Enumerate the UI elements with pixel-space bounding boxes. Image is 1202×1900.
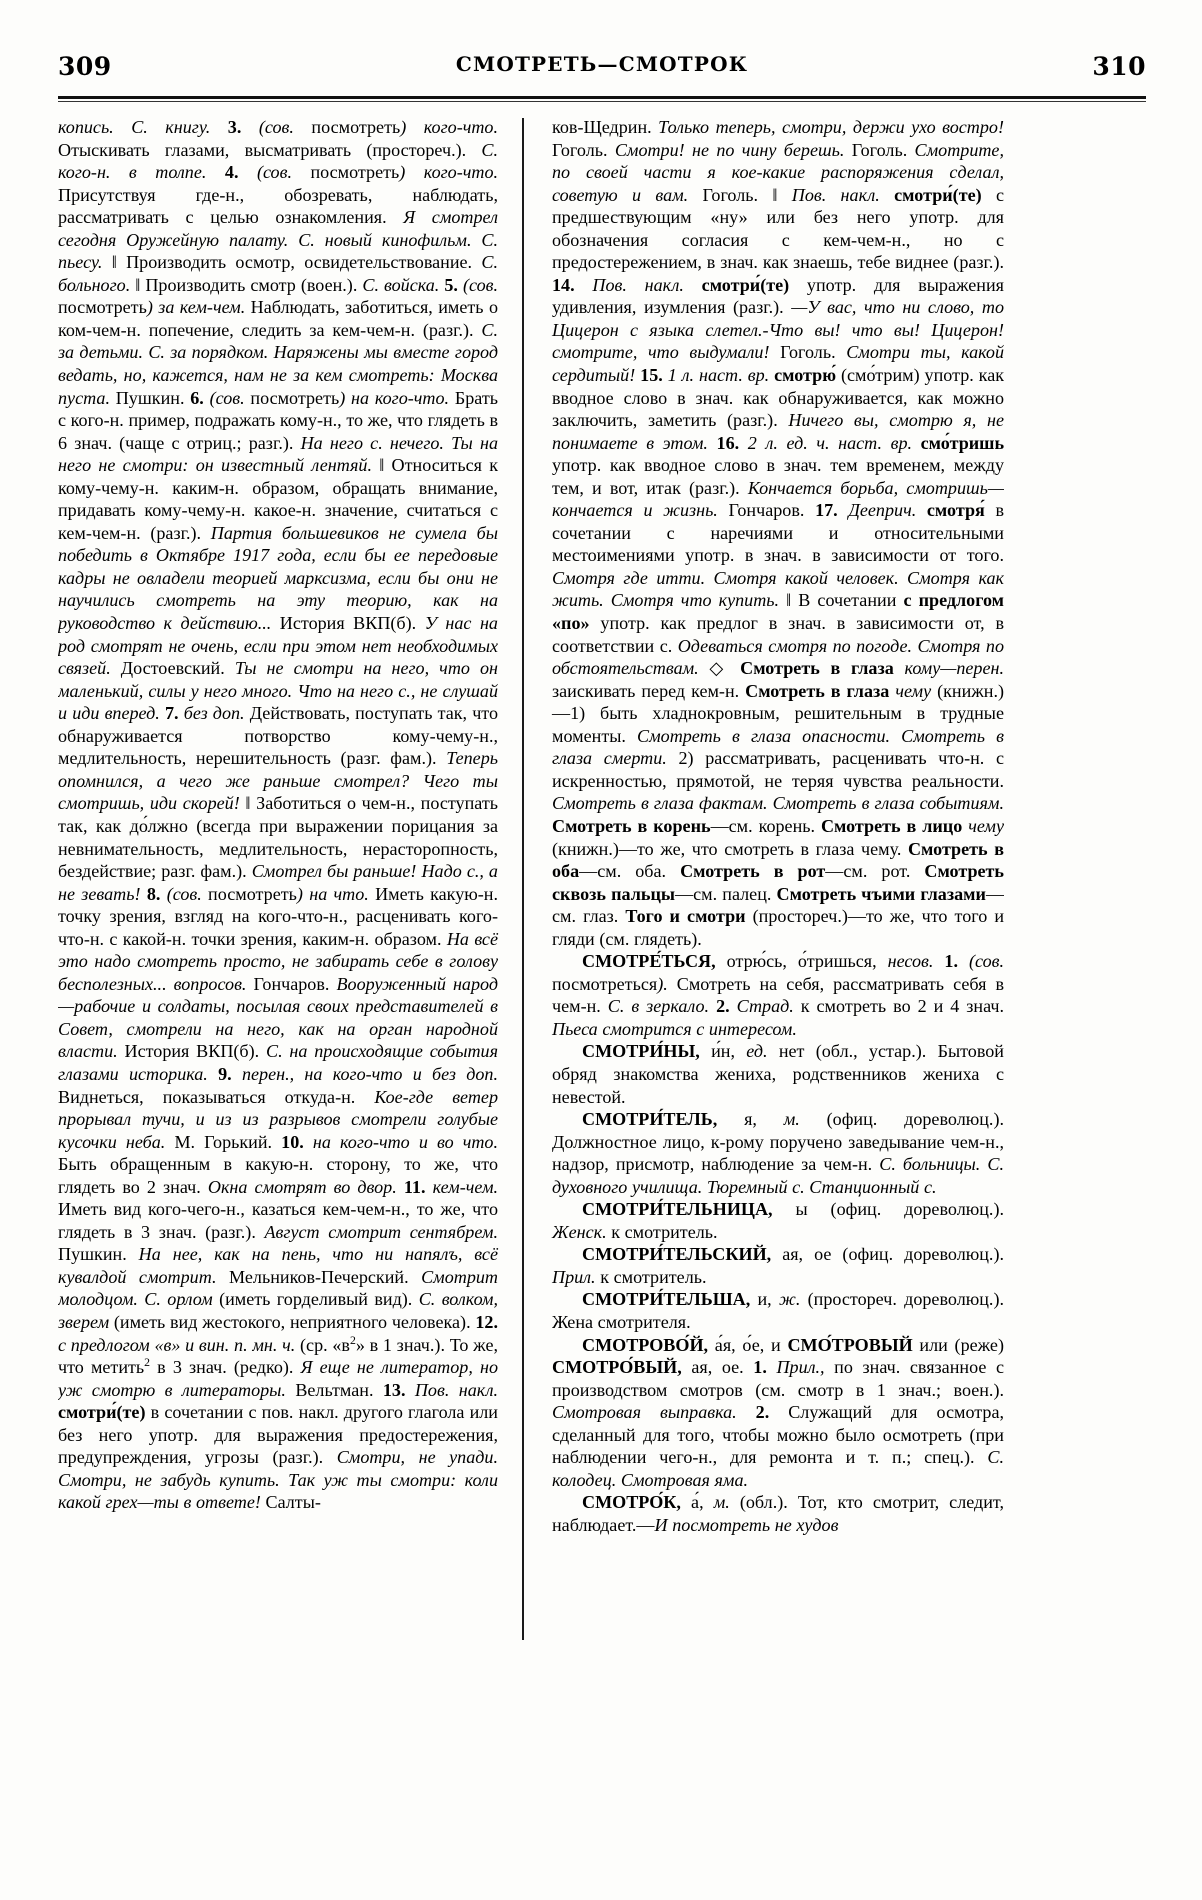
dictionary-entry: СМОТРИ́ТЕЛЬНИЦА, ы (офиц. дореволюц.). Женск. к смотритель. [552, 1199, 1004, 1242]
page-number-right: 310 [1092, 52, 1146, 81]
page-number-left: 309 [58, 52, 112, 81]
column-right [524, 116, 1004, 1856]
dictionary-entry: СМОТРИ́ТЕЛЬСКИЙ, ая, ое (офиц. дореволюц.). Прил. к смотритель. [552, 1244, 1004, 1287]
dictionary-entry: СМОТРИ́ТЕЛЬША, и, ж. (простореч. дореволюц.). Жена смотрителя. [552, 1289, 1004, 1332]
dictionary-entry: СМОТРИ́НЫ, и́н, ед. нет (обл., устар.). Бытовой обряд знакомства жениха, родственников жениха с невестой. [552, 1041, 1004, 1107]
dictionary-entry: копись. С. книгу. 3. (сов. посмотреть) кого-что. Отыскивать глазами, высматривать (простореч.). С. кого-н. в толпе. 4. (сов. посмотреть) кого-что. Присутствуя где-н., обозревать, наблюдать, рассматривать с целью ознакомления. Я смотрел сегодня Оружейную палату. С. новый кинофильм. С. пьесу. ‖ Производить осмотр, освидетельствование. С. больного. ‖ Производить смотр (воен.). С. войска. 5. (сов. посмотреть) за кем-чем. Наблюдать, заботиться, иметь о ком-чем-н. попечение, следить за кем-чем-н. (разг.). С. за детьми. С. за порядком. Наряжены мы вместе город ведать, но, кажется, нам не за кем смотреть: Москва пуста. Пушкин. 6. (сов. посмотреть) на кого-что. Брать с кого-н. пример, подражать кому-н., то же, что глядеть в 6 знач. (чаще с отриц.; разг.). На него с. нечего. Ты на него не смотри: он известный лентяй. ‖ Относиться к кому-чему-н. каким-н. образом, обращать внимание, придавать кому-чему-н. какое-н. значение, считаться с кем-чем-н. (разг.). Партия большевиков не сумела бы победить в Октябре 1917 года, если бы ее передовые кадры не овладели теорией марксизма, если бы они не научились смотреть на эту теорию, как на руководство к действию... История ВКП(б). У нас на род смотрят не очень, если при этом нет необходимых связей. Достоевский. Ты не смотри на него, что он маленький, силы у него много. Что на него с., не слушай и иди вперед. 7. без доп. Действовать, поступать так, что обнаруживается потворство кому-чему-н., медлительность, нерешительность (разг. фам.). Теперь опомнился, а чего же раньше смотрел? Чего ты смотришь, иди скорей! ‖ Заботиться о чем-н., поступать так, как до́лжно (всегда при выражении порицания за невнимательность, медлительность, нерасторопность, бездействие; разг. фам.). Смотрел бы раньше! Надо с., а не зевать! 8. (сов. посмотреть) на что. Иметь какую-н. точку зрения, взгляд на кого-что-н., расценивать кого-что-н. с какой-н. точки зрения, каким-н. образом. На всё это надо смотреть просто, не забирать себе в голову бесполезных... вопросов. Гончаров. Вооруженный народ—рабочие и солдаты, посылая своих представителей в Совет, смотрели на него, как на орган народной власти. История ВКП(б). С. на происходящие события глазами историка. 9. перен., на кого-что и без доп. Виднеться, показываться откуда-н. Кое-где ветер прорывал тучи, и из из разрывов смотрели голубые кусочки неба. М. Горький. 10. на кого-что и во что. Быть обращенным в какую-н. сторону, то же, что глядеть во 2 знач. Окна смотрят во двор. 11. кем-чем. Иметь вид кого-чего-н., казаться кем-чем-н., то же, что глядеть в 3 знач. (разг.). Август смотрит сентябрем. Пушкин. На нее, как на пень, что ни напялъ, всё кувалдой смотрит. Мельников-Печерский. Смотрит молодцом. С. орлом (иметь горделивый вид). С. волком, зверем (иметь вид жестокого, неприятного человека). 12. с предлогом «в» и вин. п. мн. ч. (ср. «$в^2$» в 1 знач.). То же, что метить$^2$ в 3 знач. (редко). Я еще не литератор, но уж смотрю в литераторы. Вельтман. 13. Пов. накл. смотри́(те) в сочетании с пов. накл. другого глагола или без него употр. для выражения предостережения, предупреждения, угрозы (разг.). Смотри, не упади. Смотри, не забудь купить. Так уж ты смотри: коли какой грех—ты в ответе! Салты- [58, 117, 499, 1513]
dictionary-entry: ков-Щедрин. Только теперь, смотри, держи ухо востро! Гоголь. Смотри! не по чину берешь. Гоголь. Смотрите, по своей части я кое-какие распоряжения сделал, советую и вам. Гоголь. ‖ Пов. накл. смотри́(те) с предшествующим «ну» или без него употр. для обозначения согласия с кем-чем-н., но с предостережением, в знач. как знаешь, тебе виднее (разг.). 14. Пов. накл. смотри́(те) употр. для выражения удивления, изумления (разг.). —У вас, что ни слово, то Цицерон с языка слетел.-Что вы! что вы! Цицерон! смотрите, что выдумали! Гоголь. Смотри ты, какой сердитый! 15. 1 л. наст. вр. смотрю́ (смо́трим) употр. как вводное слово в знач. как обнаруживается, как можно заключить, заметить (разг.). Ничего вы, смотрю я, не понимаете в этом. 16. 2 л. ед. ч. наст. вр. смо́тришь употр. как вводное слово в знач. тем временем, между тем, и вот, итак (разг.). Кончается борьба, смотришь—кончается и жизнь. Гончаров. 17. Дееприч. смотря́ в сочетании с наречиями и относительными местоимениями употр. в знач. в зависимости от того. Смотря где итти. Смотря какой человек. Смотря как жить. Смотря что купить. ‖ В сочетании с предлогом «по» употр. как предлог в знач. в зависимости от, в соответствии с. Одеваться смотря по погоде. Смотря по обстоятельствам. ◇ Смотреть в глаза кому—перен. заискивать перед кем-н. Смотреть в глаза чему (книжн.)—1) быть хладнокровным, решительным в трудные моменты. Смотреть в глаза опасности. Смотреть в глаза смерти. 2) рассматривать, расценивать что-н. с искренностью, прямотой, не теряя чувства реальности. Смотреть в глаза фактам. Смотреть в глаза событиям. Смотреть в корень—см. корень. Смотреть в лицо чему (книжн.)—то же, что смотреть в глаза чему. Смотреть в оба—см. оба. Смотреть в рот—см. рот. Смотреть сквозь пальцы—см. палец. Смотреть чъими глазами—см. глаз. Того и смотри (простореч.)—то же, что того и гляди (см. глядеть). [552, 117, 1004, 949]
header-rule [58, 96, 1146, 99]
column-left [58, 116, 508, 1856]
dictionary-entry: СМОТРОВО́Й, а́я, о́е, и СМО́ТРОВЫЙ или (реже) СМОТРО́ВЫЙ, ая, ое. 1. Прил., по знач. связанное с производством смотров (см. смотр в 1 знач.; воен.). Смотровая выправка. 2. Служащий для осмотра, сделанный для того, чтобы можно было осмотреть (при наблюдении чего-н., для ремонта и т. п.; спец.). С. колодец. Смотровая яма. [552, 1334, 1004, 1490]
dictionary-entry: СМОТРИ́ТЕЛЬ, я, м. (офиц. дореволюц.). Должностное лицо, к-рому поручено заведывание чем-н., надзор, присмотр, наблюдение за чем-н. С. больницы. С. духовного училища. Тюремный с. Станционный с. [552, 1109, 1004, 1197]
column-right-body [552, 116, 1004, 1536]
header-rule-thin [58, 101, 1146, 102]
running-head-title: СМОТРЕТЬ—СМОТРОК [455, 52, 749, 76]
column-left-body [58, 116, 498, 1514]
running-header [58, 52, 1146, 88]
text-columns [58, 116, 1148, 1856]
dictionary-entry: СМОТРЕ́ТЬСЯ, отрю́сь, о́тришься, несов. 1. (сов. посмотреться). Смотреть на себя, рассматривать себя в чем-н. С. в зеркало. 2. Страд. к смотреть во 2 и 4 знач. Пьеса смотрится с интересом. [552, 951, 1004, 1039]
dictionary-entry: СМОТРО́К, а́, м. (обл.). Тот, кто смотрит, следит, наблюдает.—И посмотреть не худов [552, 1492, 1004, 1535]
